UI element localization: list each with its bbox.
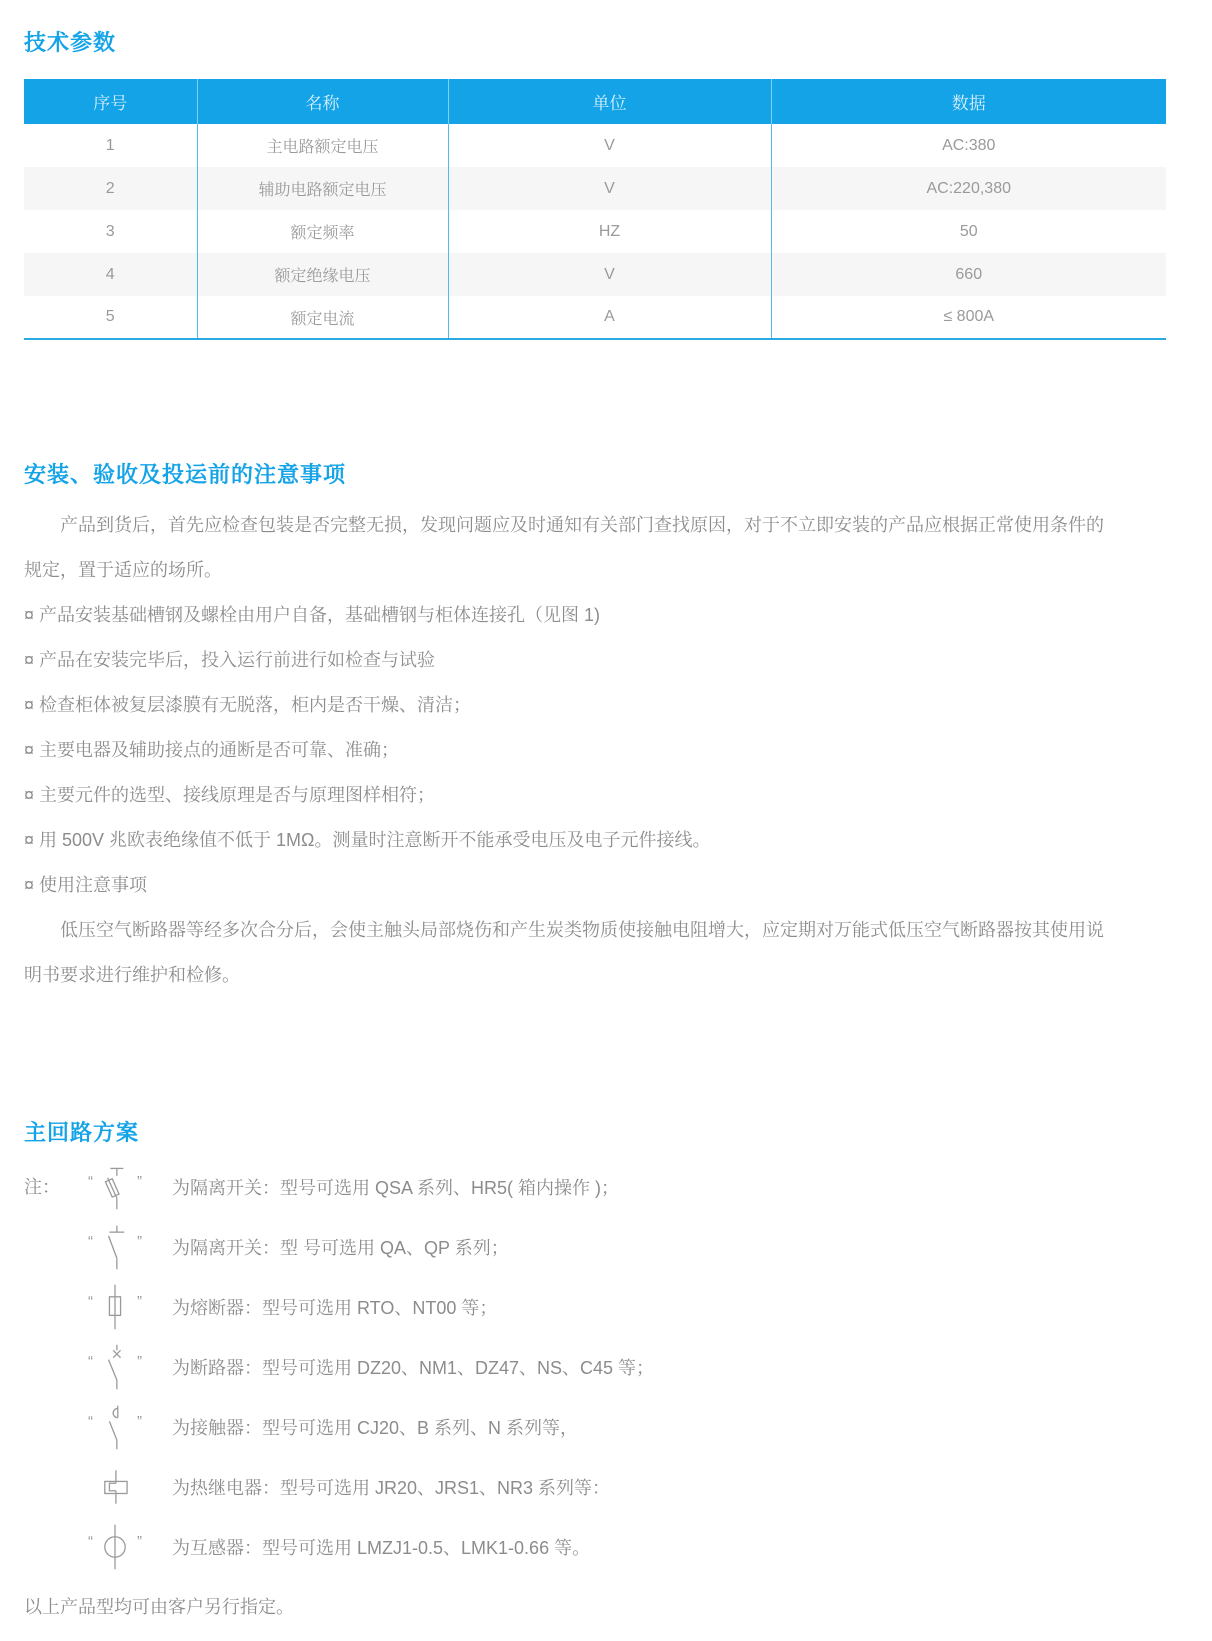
- cell-index: 5: [24, 296, 197, 339]
- section-title-circuit: 主回路方案: [24, 1120, 140, 1145]
- col-header-data: 数据: [771, 79, 1166, 124]
- section-install-notes: [24, 458, 1188, 998]
- table-row: [24, 296, 1166, 339]
- col-header-index: 序号: [24, 79, 197, 124]
- symbol-wrap: [76, 1221, 154, 1273]
- note-text: 为熔断器：型号可选用 RTO、NT00 等；: [172, 1298, 498, 1318]
- install-bullet: ¤ 产品安装基础槽钢及螺栓由用户自备，基础槽钢与柜体连接孔（见图 1): [24, 605, 601, 625]
- cell-name: 额定频率: [197, 210, 448, 253]
- table-header-row: [24, 79, 1166, 124]
- install-bullet: ¤ 使用注意事项: [24, 875, 148, 895]
- circuit-note-row: [24, 1457, 1188, 1517]
- note-text: 为隔离开关：型号可选用 QSA 系列、HR5( 箱内操作 )；: [172, 1178, 620, 1198]
- close-quote: ”: [137, 1172, 142, 1190]
- table-row: [24, 210, 1166, 253]
- section-title-install: 安装、验收及投运前的注意事项: [24, 462, 347, 487]
- circuit-note-row: [24, 1277, 1188, 1337]
- circuit-note-row: [24, 1397, 1188, 1457]
- close-quote: ”: [137, 1532, 142, 1550]
- cell-unit: HZ: [448, 210, 771, 253]
- fuse-disconnector-icon: [97, 1161, 133, 1213]
- cell-name: 主电路额定电压: [197, 124, 448, 167]
- note-text: 为接触器：型号可选用 CJ20、B 系列、N 系列等，: [172, 1418, 579, 1438]
- close-quote: ”: [137, 1412, 142, 1430]
- circuit-notes: [24, 1157, 1188, 1577]
- note-text: 为隔离开关：型 号可选用 QA、QP 系列；: [172, 1238, 509, 1258]
- cell-data: 50: [959, 222, 978, 240]
- install-paragraph-2: 低压空气断路器等经多次合分后，会使主触头局部烧伤和产生炭类物质使接触电阻增大，应定期对万能式低压空气断路器按其使用说明书要求进行维护和检修。: [24, 920, 1104, 985]
- cell-index: 3: [24, 210, 197, 253]
- cell-index: 2: [24, 167, 197, 210]
- thermal-relay-icon: [95, 1461, 135, 1513]
- open-quote: “: [88, 1292, 93, 1310]
- circuit-note-row: [24, 1517, 1188, 1577]
- col-header-unit: 单位: [448, 79, 771, 124]
- close-quote: ”: [137, 1292, 142, 1310]
- symbol-wrap: [76, 1161, 154, 1213]
- circuit-breaker-icon: [97, 1341, 133, 1393]
- table-row: [24, 167, 1166, 210]
- circuit-note-row: [24, 1157, 1188, 1217]
- symbol-wrap: [76, 1401, 154, 1453]
- open-quote: “: [88, 1412, 93, 1430]
- note-label: 注：: [24, 1177, 60, 1197]
- open-quote: “: [88, 1232, 93, 1250]
- cell-unit: V: [448, 253, 771, 296]
- install-bullet: ¤ 产品在安装完毕后，投入运行前进行如检查与试验: [24, 650, 436, 670]
- cell-name: 辅助电路额定电压: [197, 167, 448, 210]
- symbol-wrap: [76, 1341, 154, 1393]
- symbol-wrap: [76, 1521, 154, 1573]
- note-text: 为断路器：型号可选用 DZ20、NM1、DZ47、NS、C45 等；: [172, 1358, 655, 1378]
- cell-data: AC:220,380: [926, 179, 1011, 197]
- section-technical-parameters: [24, 26, 1188, 340]
- cell-index: 4: [24, 253, 197, 296]
- install-paragraph-1: 产品到货后，首先应检查包装是否完整无损，发现问题应及时通知有关部门查找原因，对于不立即安装的产品应根据正常使用条件的规定，置于适应的场所。: [24, 515, 1104, 580]
- cell-data: 660: [955, 265, 983, 283]
- cell-data: ≤ 800A: [943, 308, 995, 325]
- cell-unit: V: [448, 167, 771, 210]
- note-text: 为热继电器：型号可选用 JR20、JRS1、NR3 系列等：: [172, 1478, 611, 1498]
- note-text: 为互感器：型号可选用 LMZJ1-0.5、LMK1-0.66 等。: [172, 1538, 591, 1558]
- open-quote: “: [88, 1352, 93, 1370]
- circuit-footer-note: 以上产品型均可由客户另行指定。: [24, 1597, 294, 1617]
- circuit-note-row: [24, 1337, 1188, 1397]
- fuse-icon: [97, 1281, 133, 1333]
- col-header-name: 名称: [197, 79, 448, 124]
- symbol-wrap: [76, 1461, 154, 1513]
- section-title-tech: 技术参数: [24, 30, 117, 55]
- cell-name: 额定电流: [197, 296, 448, 339]
- install-bullet: ¤ 主要元件的选型、接线原理是否与原理图样相符；: [24, 785, 436, 805]
- install-bullet: ¤ 检查柜体被复层漆膜有无脱落，柜内是否干燥、清洁；: [24, 695, 472, 715]
- table-row: [24, 253, 1166, 296]
- section-main-circuit: [24, 1116, 1188, 1619]
- close-quote: ”: [137, 1232, 142, 1250]
- circuit-note-row: [24, 1217, 1188, 1277]
- symbol-wrap: [76, 1281, 154, 1333]
- close-quote: ”: [137, 1352, 142, 1370]
- install-bullet: ¤ 用 500V 兆欧表绝缘值不低于 1MΩ。测量时注意断开不能承受电压及电子元件接线。: [24, 830, 711, 850]
- contactor-icon: [97, 1401, 133, 1453]
- cell-unit: A: [448, 296, 771, 339]
- cell-data: AC:380: [942, 136, 996, 154]
- open-quote: “: [88, 1532, 93, 1550]
- open-quote: “: [88, 1172, 93, 1190]
- cell-unit: V: [448, 124, 771, 167]
- current-transformer-icon: [97, 1521, 133, 1573]
- disconnector-icon: [97, 1221, 133, 1273]
- parameters-table: [24, 79, 1166, 340]
- cell-name: 额定绝缘电压: [197, 253, 448, 296]
- install-bullet: ¤ 主要电器及辅助接点的通断是否可靠、准确；: [24, 740, 400, 760]
- table-row: [24, 124, 1166, 167]
- cell-index: 1: [24, 124, 197, 167]
